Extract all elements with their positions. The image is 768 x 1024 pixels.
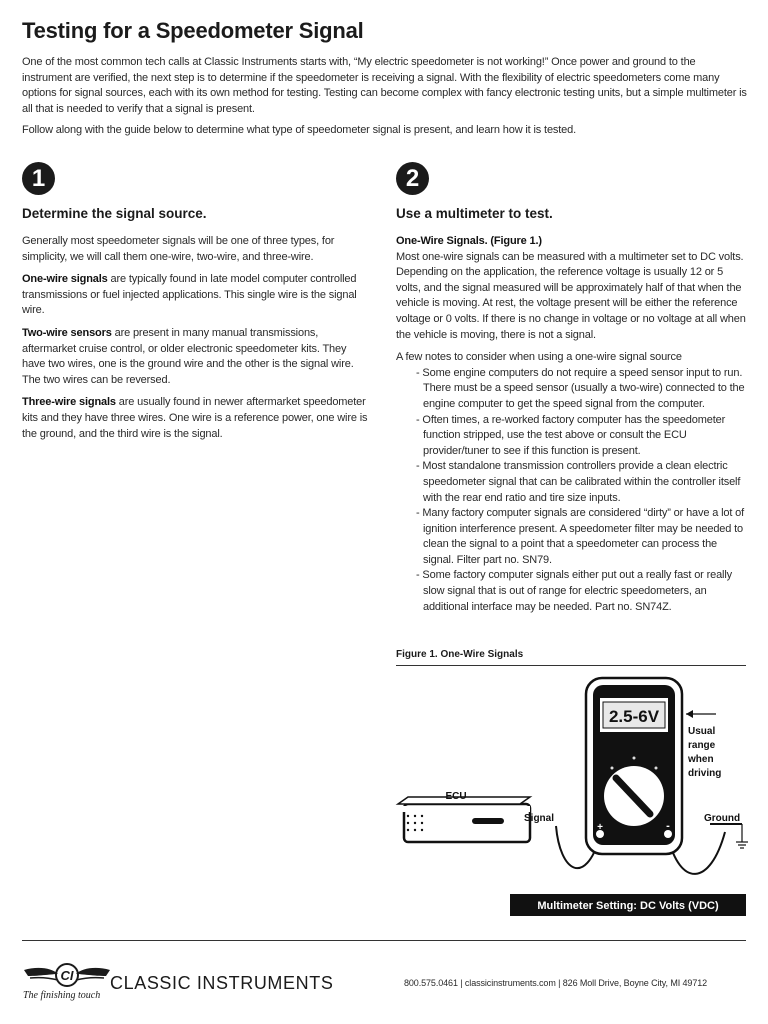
range-note-line: Usual <box>688 726 716 737</box>
step-1-body <box>22 234 368 449</box>
step-2-badge: 2 <box>396 162 429 195</box>
ecu-label: ECU <box>445 791 467 802</box>
one-wire-text: are typically found in late model computer controlled transmissions or fuel injected applications. This single wire is the signal wire. <box>22 273 357 317</box>
one-wire-term: One-wire signals <box>22 273 108 286</box>
two-wire-text: are present in many manual transmissions, aftermarket cruise control, or older electronic speedometer kits. They have two wires, one is the ground wire and the other is the signal wire. The two wires can be reversed. <box>22 326 354 386</box>
brand-name: CLASSIC INSTRUMENTS <box>110 973 334 993</box>
intro-paragraph: One of the most common tech calls at Classic Instruments starts with, “My electric speedometer is not working!” Once power and ground to the instrument are verified, the next step is to determine if the speedometer is receiving a signal. With the flexibility of electric speedometers come many options for signal sources, each with its own method for testing. Testing can become complex with fancy electronic testing units, but a simple multimeter is all that is needed to verify that a signal is present. <box>22 56 747 115</box>
three-wire-paragraph <box>22 395 368 442</box>
display-value: 2.5-6V <box>608 707 660 726</box>
range-note-line: driving <box>688 768 722 779</box>
intro-followup: Follow along with the guide below to determine what type of speedometer signal is present, and learn how it is tested. <box>22 124 577 136</box>
list-item: - Some engine computers do not require a speed sensor input to run. There must be a speed sensor (usually a two-wire) connected to the engine computer to get the speed signal from the computer. <box>416 366 745 410</box>
logo-letters: CI <box>60 968 74 983</box>
step-2-body <box>396 234 748 615</box>
step-1-heading: Determine the signal source. <box>22 206 207 221</box>
figure-caption: Figure 1. One-Wire Signals <box>396 649 524 660</box>
step-2-paragraph: Most one-wire signals can be measured with a multimeter set to DC volts. Depending on the application, the reference voltage is usually 12 or 5 volts, and the signal measured will be approximately half of that when the vehicle is moving. At rest, the voltage present will be either the reference voltage or 0 volts. If there is no change in voltage or no voltage at all when the vehicle is moving, there is not a signal. <box>396 250 746 341</box>
range-note <box>687 726 721 779</box>
arrow-head-icon <box>686 710 693 718</box>
list-item: - Many factory computer signals are considered “dirty” or have a lot of ignition interference present. A speedometer filter may be needed to clean the signal to a point that a speedometer can process the signal. Filter part no. SN79. <box>416 507 745 566</box>
list-item: - Most standalone transmission controllers provide a clean electric speedometer signal that can be calibrated within the controller itself with the rear end ratio and tire size inputs. <box>416 460 741 504</box>
tagline: The finishing touch <box>23 990 101 1001</box>
two-wire-paragraph <box>22 326 368 388</box>
step-2-heading: Use a multimeter to test. <box>396 206 553 221</box>
figure-divider <box>396 665 746 666</box>
list-item: - Often times, a re-worked factory computer has the speedometer function stripped, use the test above or consult the ECU provider/tuner to see if this function is present. <box>416 413 726 457</box>
contact-info: 800.575.0461 | classicinstruments.com | 826 Moll Drive, Boyne City, MI 49712 <box>404 978 708 988</box>
multimeter-diagram <box>380 672 760 922</box>
notes-list <box>396 366 748 616</box>
one-wire-paragraph <box>22 272 368 319</box>
three-wire-text: are usually found in newer aftermarket speedometer kits and they have three wires. One wire is a reference power, one wire is the ground, and the third wire is the signal. <box>22 396 368 440</box>
one-wire-subheading: One-Wire Signals. (Figure 1.) <box>396 235 542 247</box>
signal-label: Signal <box>524 813 555 824</box>
step-1-badge: 1 <box>22 162 55 195</box>
three-wire-term: Three-wire signals <box>22 396 116 409</box>
range-note-line: range <box>688 740 716 751</box>
plus-terminal-label: + <box>597 822 603 833</box>
logo-wings-icon <box>22 958 112 992</box>
range-note-line: when <box>688 754 714 765</box>
ground-symbol-icon <box>736 842 748 848</box>
two-wire-term: Two-wire sensors <box>22 326 112 339</box>
setting-banner: Multimeter Setting: DC Volts (VDC) <box>537 900 719 912</box>
list-item: - Some factory computer signals either put out a really fast or really slow signal that is out of range for electric speedometers, an additional interface may be needed. Part no. SN74Z. <box>416 569 732 613</box>
notes-intro: A few notes to consider when using a one-wire signal source <box>396 351 682 364</box>
minus-terminal-label: - <box>666 820 670 832</box>
step-1-intro: Generally most speedometer signals will be one of three types, for simplicity, we will call them one-wire, two-wire, and three-wire. <box>22 235 335 263</box>
ground-label: Ground <box>704 813 741 824</box>
page-title: Testing for a Speedometer Signal <box>22 18 364 43</box>
footer-divider <box>22 940 746 941</box>
ecu-unit <box>398 797 530 842</box>
